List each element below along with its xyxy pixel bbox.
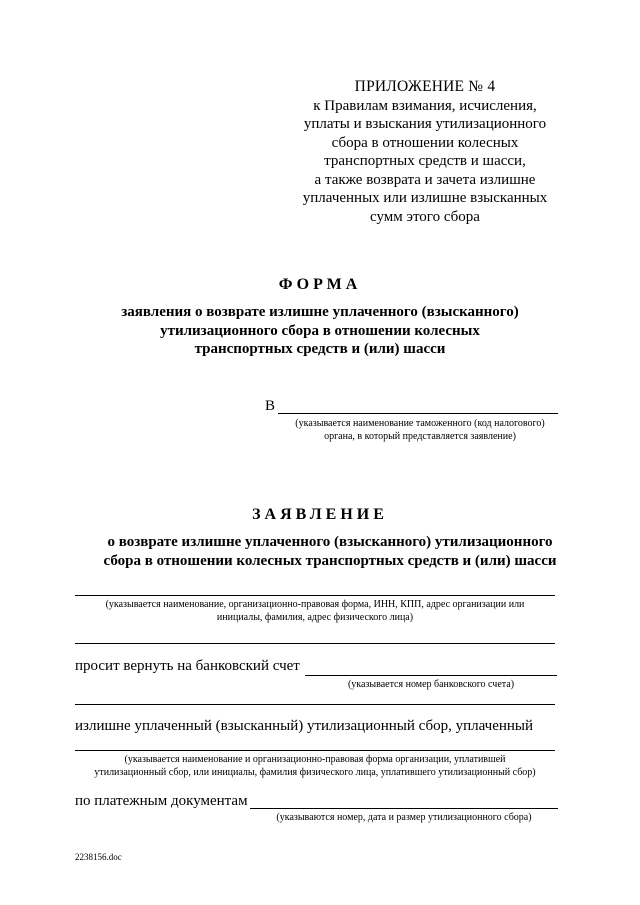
payment-docs-hint: (указываются номер, дата и размер утилизационного сбора) [276,812,532,823]
addressee-hint-line: органа, в который представляется заявление) [324,431,516,442]
payer-hint-line: (указывается наименование и организационно-правовая форма организации, уплатившей [124,754,506,765]
form-description-line: заявления о возврате излишне уплаченного (взысканного) [121,304,519,320]
payer-hint-line: утилизационный сбор, или инициалы, фамилия физического лица, уплатившего утилизационный сбор) [94,767,536,778]
applicant-hint-line: инициалы, фамилия, адрес физического лица) [216,612,414,623]
statement-description [60,533,600,571]
applicant-field-extra[interactable] [75,643,555,644]
fee-text: излишне уплаченный (взысканный) утилизационный сбор, уплаченный [75,718,534,734]
annex-title: ПРИЛОЖЕНИЕ № 4 [354,78,496,95]
addressee-field[interactable] [278,413,558,414]
form-description [80,303,560,359]
applicant-field[interactable] [75,595,555,596]
payment-docs-field[interactable] [250,808,558,809]
annex-line: уплаченных или излишне взысканных [302,190,548,206]
applicant-hint-line: (указывается наименование, организационно-правовая форма, ИНН, КПП, адрес организации или [105,599,525,610]
addressee-hint [270,417,570,443]
statement-description-line: сбора в отношении колесных транспортных средств и (или) шасси [103,553,557,569]
bank-account-label: просит вернуть на банковский счет [75,658,300,674]
bank-account-hint: (указывается номер банковского счета) [347,679,515,690]
bank-account-field-extra[interactable] [75,704,555,705]
form-description-line: утилизационного сбора в отношении колесных [160,322,480,339]
document-id: 2238156.doc [75,852,122,862]
payer-hint [75,753,555,779]
annex-line: уплаты и взыскания утилизационного [303,116,547,132]
annex-header [280,78,570,226]
form-title: ФОРМА [278,276,362,293]
addressee-hint-line: (указывается наименование таможенного (код налогового) [295,418,545,429]
addressee-prefix: В [265,398,276,414]
annex-line: к Правилам взимания, исчисления, [313,97,537,114]
applicant-hint [75,598,555,624]
annex-line: транспортных средств и шасси, [324,153,526,169]
annex-line: сумм этого сбора [370,208,480,225]
annex-line: сбора в отношении колесных [331,134,519,151]
annex-line: а также возврата и зачета излишне [314,171,536,188]
form-description-line: транспортных средств и (или) шасси [194,341,446,357]
payer-field[interactable] [75,750,555,751]
bank-account-field[interactable] [305,675,557,676]
payment-docs-label: по платежным документам [75,793,248,809]
statement-title: ЗАЯВЛЕНИЕ [252,506,388,523]
statement-description-line: о возврате излишне уплаченного (взысканного) утилизационного [107,534,553,550]
